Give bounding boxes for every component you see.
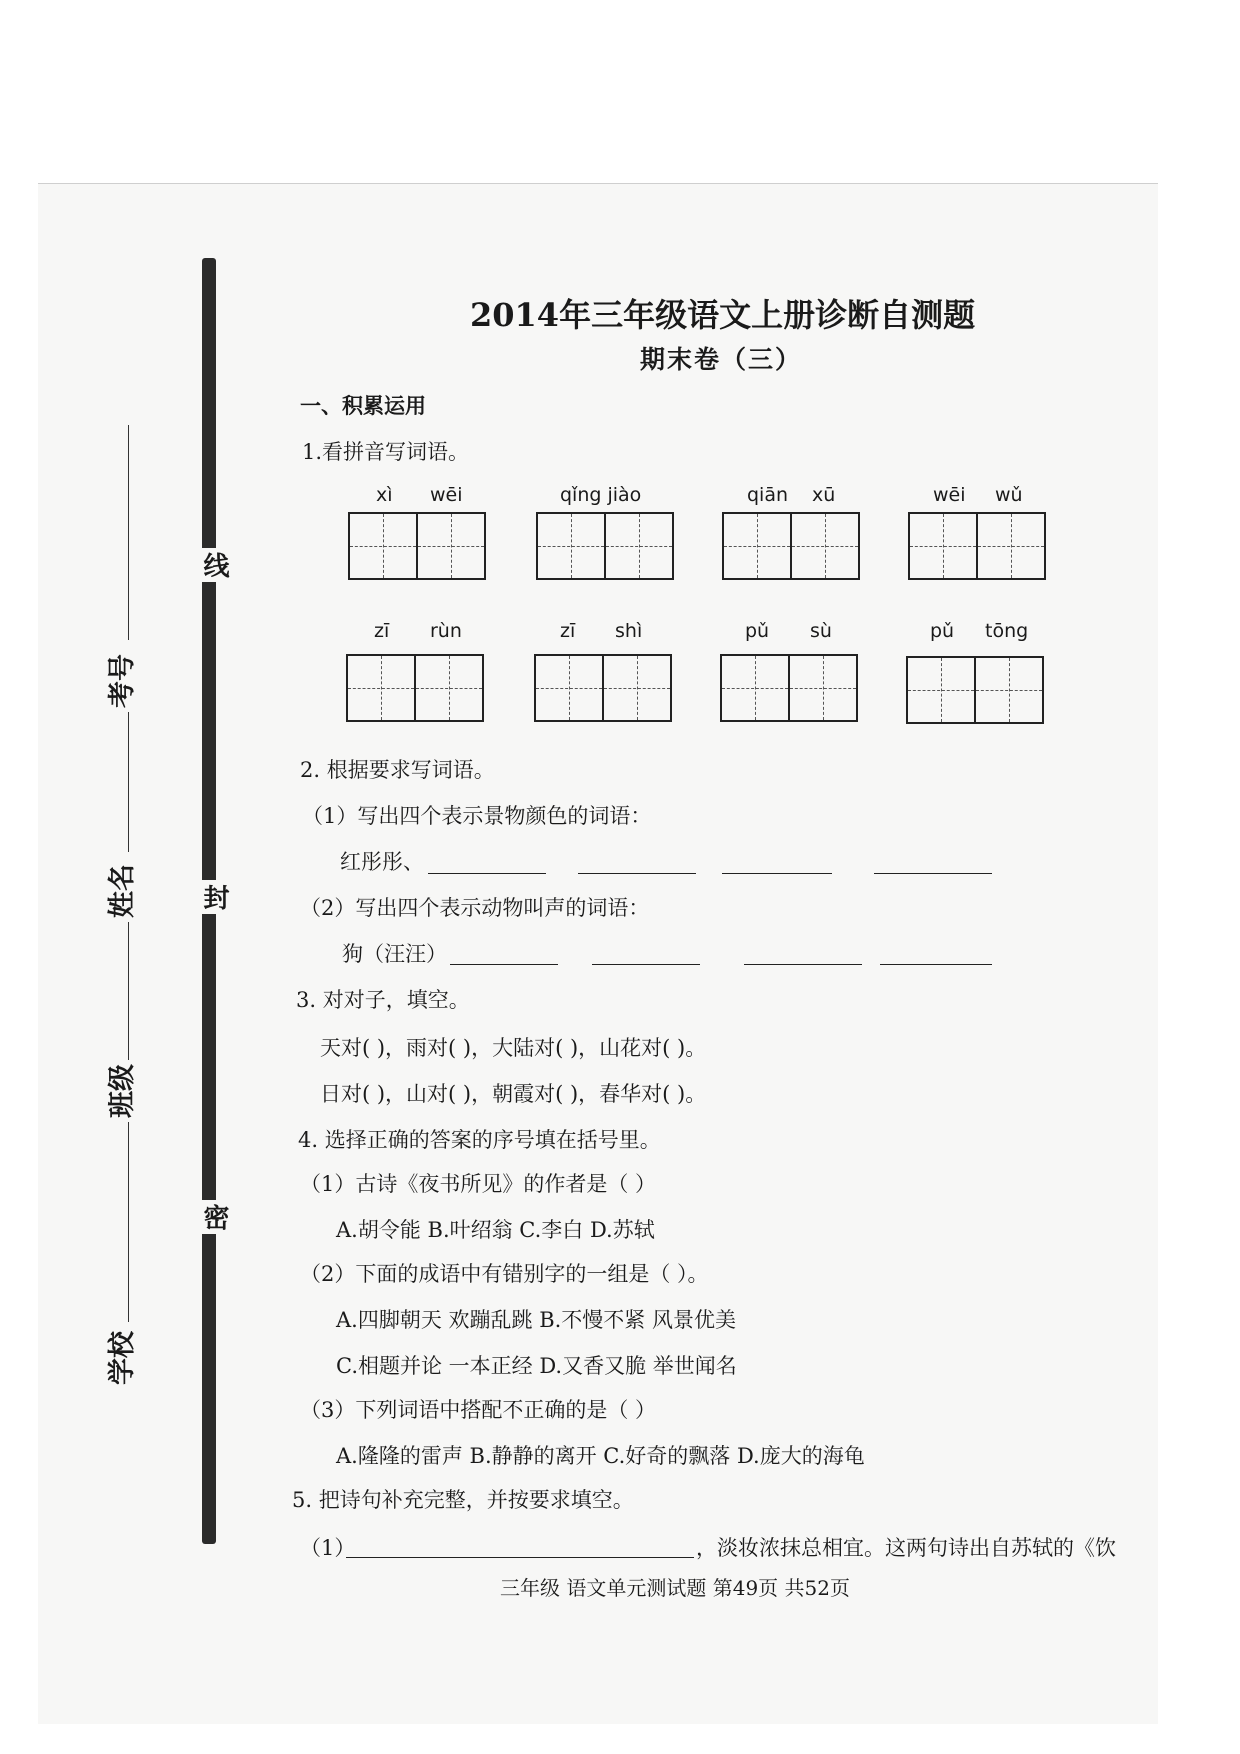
word-grid-1[interactable] [348,512,486,580]
word-grid-6[interactable] [534,654,672,722]
blank-color-1[interactable] [428,872,546,874]
pinyin-7a: pǔ [745,620,770,642]
pinyin-6b: shì [615,620,643,642]
q1-prompt: 1.看拼音写词语。 [302,440,470,464]
q2-sub2: （2）写出四个表示动物叫声的词语： [300,896,650,920]
blank-color-3[interactable] [722,872,832,874]
pinyin-8a: pǔ [930,620,955,642]
pinyin-2: qǐng jiào [560,484,642,506]
q2-prompt: 2. 根据要求写词语。 [300,758,495,782]
exam-number-line [128,425,129,640]
q3-line2: 日对( )，山对( )，朝霞对( )，春华对( )。 [320,1082,707,1106]
blank-sound-1[interactable] [450,963,558,965]
name-line [128,712,129,852]
q2-example1: 红彤彤、 [340,850,424,874]
seal-char-mi: 密 [196,1200,233,1234]
blank-sound-3[interactable] [744,963,862,965]
pinyin-3a: qiān [747,484,789,506]
page-footer: 三年级 语文单元测试题 第49页 共52页 [500,1576,850,1600]
q4-sub3-options: A.隆隆的雷声 B.静静的离开 C.好奇的飘落 D.庞大的海龟 [336,1444,865,1468]
q5-sub1-label: （1） [300,1536,356,1560]
word-grid-5[interactable] [346,654,484,722]
section-heading: 一、积累运用 [300,393,426,418]
word-grid-3[interactable] [722,512,860,580]
pinyin-5b: rùn [430,620,462,642]
blank-color-4[interactable] [874,872,992,874]
pinyin-6a: zī [560,620,576,642]
blank-color-2[interactable] [578,872,696,874]
pinyin-8b: tōng [985,620,1029,642]
seal-char-xian: 线 [196,548,233,582]
blank-sound-2[interactable] [592,963,700,965]
seal-char-feng: 封 [196,880,233,914]
q5-sub1-rest: ，淡妆浓抹总相宜。这两句诗出自苏轼的《饮 [696,1536,1116,1560]
name-label: 姓名 [107,864,138,918]
q4-sub2: （2）下面的成语中有错别字的一组是（ ）。 [300,1262,709,1286]
q5-prompt: 5. 把诗句补充完整，并按要求填空。 [292,1488,634,1512]
school-line [128,1122,129,1322]
exam-number-label: 考号 [107,654,138,708]
pinyin-1b: wēi [430,484,463,506]
blank-poem-line[interactable] [346,1556,694,1558]
class-label: 班级 [107,1064,138,1118]
page-title: 2014年三年级语文上册诊断自测题 [470,296,976,334]
blank-sound-4[interactable] [880,963,992,965]
q4-sub1-options: A.胡令能 B.叶绍翁 C.李白 D.苏轼 [336,1218,655,1242]
q2-example2: 狗（汪汪） [342,942,447,966]
q4-sub2-options-b: C.相题并论 一本正经 D.又香又脆 举世闻名 [336,1354,737,1378]
word-grid-7[interactable] [720,654,858,722]
pinyin-4b: wǔ [995,484,1023,506]
pinyin-4a: wēi [933,484,966,506]
q4-sub1: （1）古诗《夜书所见》的作者是（ ） [300,1172,657,1196]
pinyin-5a: zī [374,620,390,642]
class-line [128,922,129,1060]
q2-sub1: （1）写出四个表示景物颜色的词语： [302,804,652,828]
pinyin-1a: xì [376,484,393,506]
school-label: 学校 [107,1331,138,1385]
pinyin-3b: xū [812,484,836,506]
q4-prompt: 4. 选择正确的答案的序号填在括号里。 [298,1128,661,1152]
q3-line1: 天对( )，雨对( )，大陆对( )，山花对( )。 [320,1036,707,1060]
word-grid-8[interactable] [906,656,1044,724]
q4-sub2-options-a: A.四脚朝天 欢蹦乱跳 B.不慢不紧 风景优美 [336,1308,736,1332]
q4-sub3: （3）下列词语中搭配不正确的是（ ） [300,1398,657,1422]
word-grid-2[interactable] [536,512,674,580]
q3-prompt: 3. 对对子，填空。 [296,988,470,1012]
pinyin-7b: sù [810,620,832,642]
page-subtitle: 期末卷（三） [640,345,803,374]
word-grid-4[interactable] [908,512,1046,580]
